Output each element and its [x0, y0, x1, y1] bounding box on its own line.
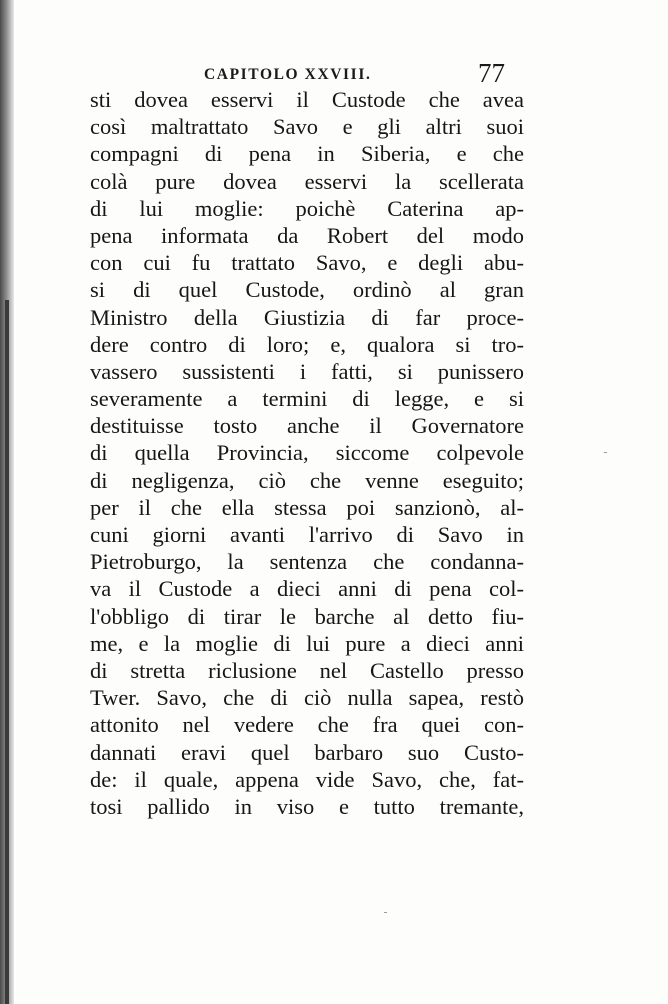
text-line: di negligenza, ciò che venne eseguito;	[90, 467, 524, 493]
text-line: di quella Provincia, siccome colpevole	[90, 440, 524, 466]
text-line: Twer. Savo, che di ciò nulla sapea, restò	[90, 685, 524, 711]
text-line: vassero sussistenti i fatti, si punissero	[90, 358, 524, 384]
text-line: dannati eravi quel barbaro suo Custo-	[90, 739, 524, 765]
text-line: di stretta riclusione nel Castello presso	[90, 657, 524, 683]
text-line: attonito nel vedere che fra quei con-	[90, 712, 524, 738]
text-line: cuni giorni avanti l'arrivo di Savo in	[90, 522, 524, 547]
body-text	[90, 86, 524, 820]
text-line: tosi pallido in viso e tutto tremante,	[90, 793, 524, 819]
text-line: dere contro di loro; e, qualora si tro-	[90, 331, 524, 357]
page-number: 77	[478, 58, 505, 88]
binding-edge	[5, 300, 9, 1004]
text-line: di lui moglie: poichè Caterina ap-	[90, 195, 524, 221]
text-line: de: il quale, appena vide Savo, che, fat-	[90, 766, 524, 792]
text-line: severamente a termini di legge, e si	[90, 386, 524, 412]
running-head: CAPITOLO XXVIII.	[204, 66, 372, 83]
text-line: destituisse tosto anche il Governatore	[90, 413, 524, 439]
text-line: pena informata da Robert del modo	[90, 222, 524, 248]
text-line: sti dovea esservi il Custode che avea	[90, 87, 524, 112]
text-line: così maltrattato Savo e gli altri suoi	[90, 114, 524, 140]
text-line: con cui fu trattato Savo, e degli abu-	[90, 250, 524, 276]
paper-speck	[384, 912, 387, 913]
text-line: compagni di pena in Siberia, e che	[90, 141, 524, 167]
text-line: per il che ella stessa poi sanzionò, al-	[90, 494, 524, 520]
text-line: si di quel Custode, ordinò al gran	[90, 277, 524, 303]
text-line: va il Custode a dieci anni di pena col-	[90, 576, 524, 602]
text-line: colà pure dovea esservi la scellerata	[90, 168, 524, 194]
paper-speck	[604, 452, 607, 453]
text-line: Ministro della Giustizia di far proce-	[90, 304, 524, 330]
text-line: me, e la moglie di lui pure a dieci anni	[90, 630, 524, 656]
text-line: l'obbligo di tirar le barche al detto fiu-	[90, 603, 524, 629]
text-line: Pietroburgo, la sentenza che condanna-	[90, 549, 524, 575]
